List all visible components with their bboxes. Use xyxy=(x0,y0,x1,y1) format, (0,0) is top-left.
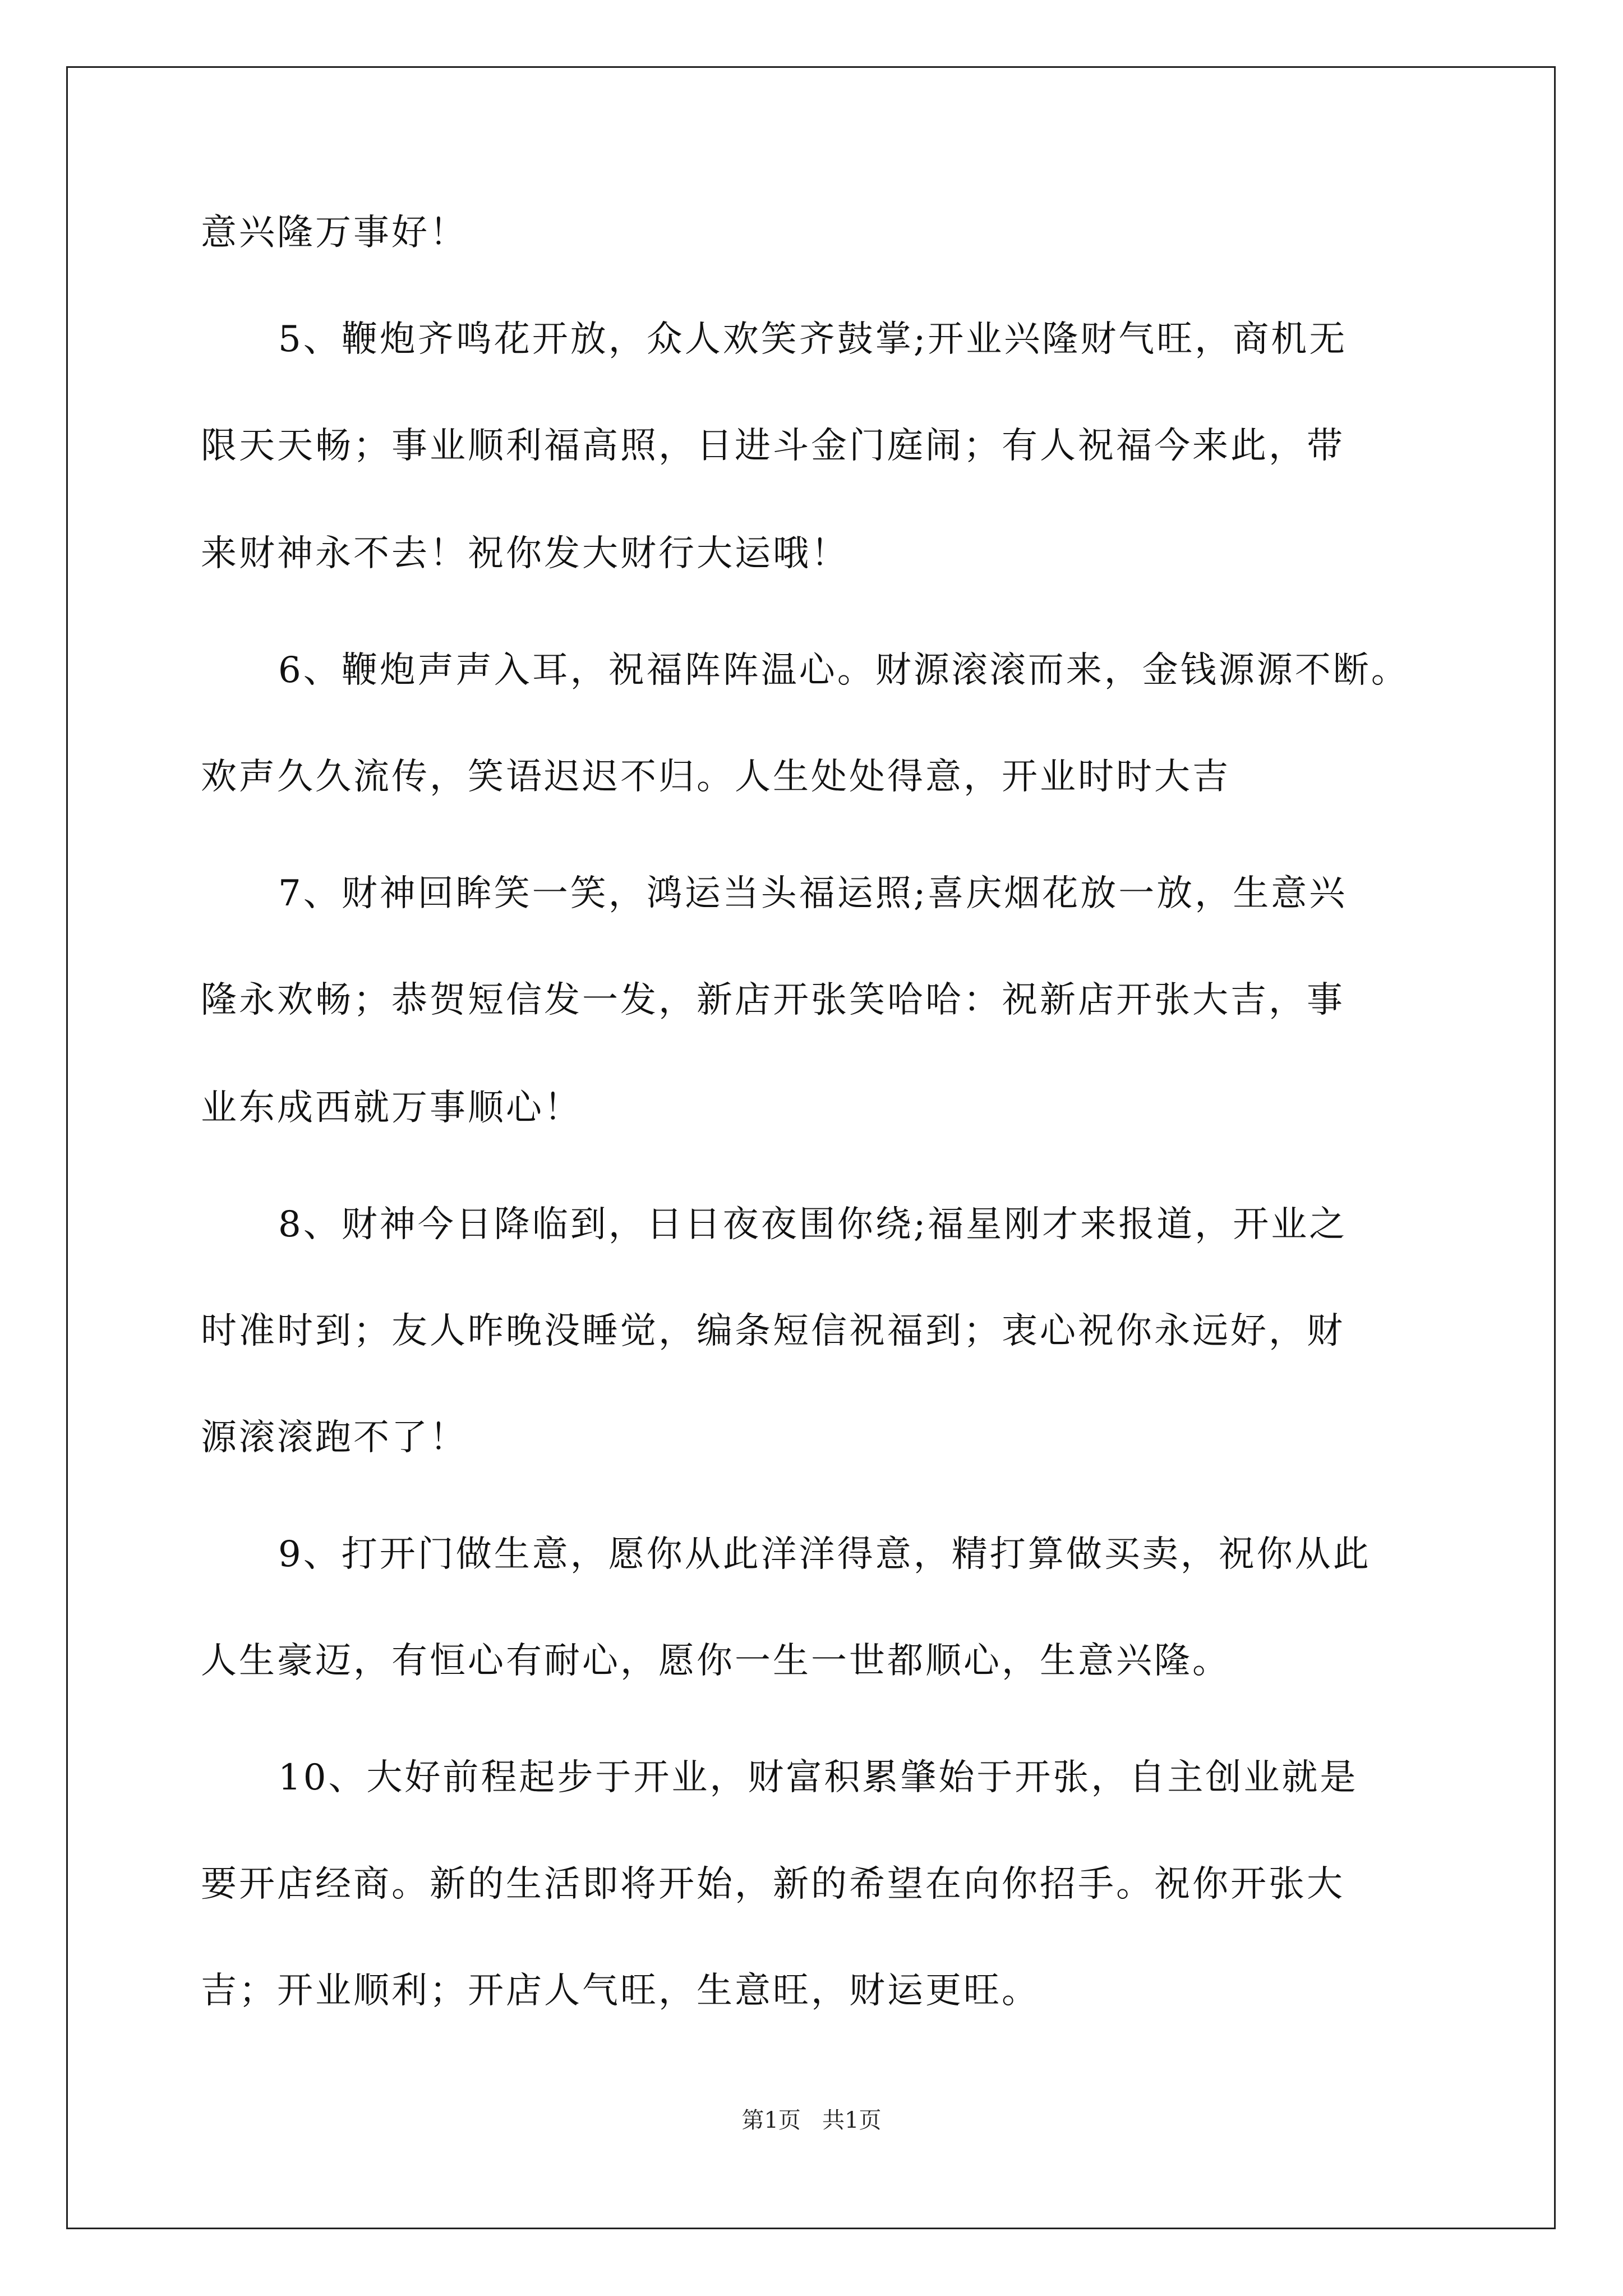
paragraph-8-line-3: 源滚滚跑不了！ xyxy=(201,1417,468,1458)
paragraph-7-line-1: 7、财神回眸笑一笑，鸿运当头福运照;喜庆烟花放一放，生意兴 xyxy=(278,873,1348,914)
paragraph-6-line-2: 欢声久久流传，笑语迟迟不归。人生处处得意，开业时时大吉 xyxy=(201,756,1230,798)
paragraph-10-line-2: 要开店经商。新的生活即将开始，新的希望在向你招手。祝你开张大 xyxy=(201,1864,1345,1905)
paragraph-7-line-3: 业东成西就万事顺心！ xyxy=(201,1087,582,1129)
paragraph-6-line-1: 6、鞭炮声声入耳，祝福阵阵温心。财源滚滚而来，金钱源源不断。 xyxy=(278,650,1409,691)
paragraph-5-line-3: 来财神永不去！祝你发大财行大运哦！ xyxy=(201,533,849,574)
paragraph-5-line-2: 限天天畅；事业顺利福高照，日进斗金门庭闹；有人祝福今来此，带 xyxy=(201,425,1345,467)
paragraph-8-line-1: 8、财神今日降临到，日日夜夜围你绕;福星刚才来报道，开业之 xyxy=(278,1204,1348,1245)
page-footer: 第1页 共1页 xyxy=(741,2108,882,2133)
paragraph-10-line-3: 吉；开业顺利；开店人气旺，生意旺，财运更旺。 xyxy=(201,1970,1040,2012)
paragraph-9-line-1: 9、打开门做生意，愿你从此洋洋得意，精打算做买卖，祝你从此 xyxy=(278,1534,1371,1575)
paragraph-7-line-2: 隆永欢畅；恭贺短信发一发，新店开张笑哈哈：祝新店开张大吉，事 xyxy=(201,979,1345,1021)
paragraph-5-line-1: 5、鞭炮齐鸣花开放，众人欢笑齐鼓掌;开业兴隆财气旺，商机无 xyxy=(278,319,1348,360)
paragraph-8-line-2: 时准时到；友人昨晚没睡觉，编条短信祝福到；衷心祝你永远好，财 xyxy=(201,1310,1345,1352)
paragraph-10-line-1: 10、大好前程起步于开业，财富积累肇始于开张，自主创业就是 xyxy=(278,1757,1358,1798)
paragraph-9-line-2: 人生豪迈，有恒心有耐心，愿你一生一世都顺心，生意兴隆。 xyxy=(201,1640,1230,1682)
text-line: 意兴隆万事好！ xyxy=(201,212,468,254)
